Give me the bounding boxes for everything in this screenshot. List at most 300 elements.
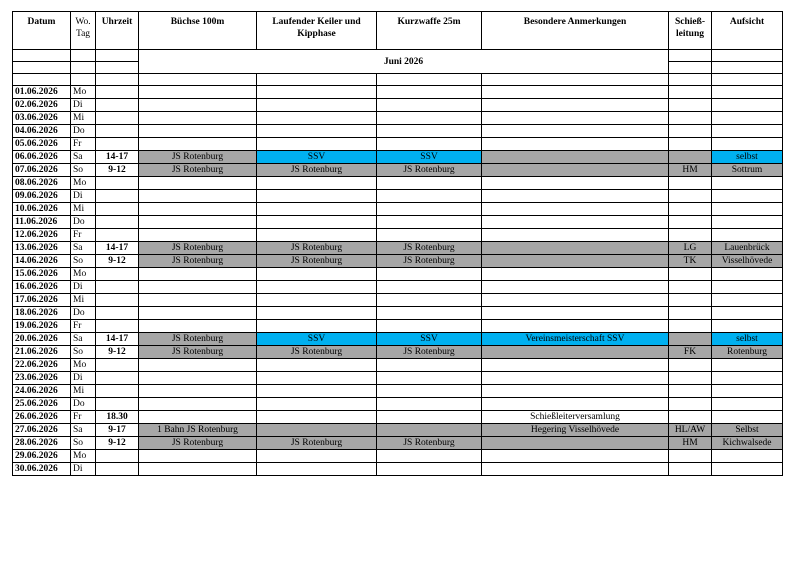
date-cell: 29.06.2026 (13, 450, 71, 463)
buechse-cell (139, 112, 257, 125)
keiler-cell: JS Rotenburg (257, 242, 377, 255)
keiler-cell (257, 125, 377, 138)
keiler-cell (257, 359, 377, 372)
anmerkung-cell: Schießleiterversamlung (482, 411, 669, 424)
day-cell: Mi (71, 385, 96, 398)
date-cell: 04.06.2026 (13, 125, 71, 138)
leitung-cell: HM (669, 164, 712, 177)
aufsicht-cell (712, 99, 783, 112)
time-cell (96, 320, 139, 333)
table-row (13, 437, 783, 450)
anmerkung-cell (482, 177, 669, 190)
anmerkung-cell (482, 320, 669, 333)
day-cell: Do (71, 307, 96, 320)
kurzwaffe-cell (377, 190, 482, 203)
aufsicht-cell (712, 385, 783, 398)
leitung-cell (669, 463, 712, 476)
kurzwaffe-cell: JS Rotenburg (377, 242, 482, 255)
kurzwaffe-cell (377, 177, 482, 190)
leitung-cell (669, 125, 712, 138)
date-cell: 18.06.2026 (13, 307, 71, 320)
spacer-row (13, 74, 783, 86)
kurzwaffe-cell: SSV (377, 333, 482, 346)
leitung-cell: HM (669, 437, 712, 450)
leitung-cell: FK (669, 346, 712, 359)
day-cell: Mo (71, 86, 96, 99)
buechse-cell: JS Rotenburg (139, 333, 257, 346)
table-row (13, 294, 783, 307)
aufsicht-cell: selbst (712, 333, 783, 346)
table-row (13, 86, 783, 99)
table-row (13, 411, 783, 424)
leitung-cell (669, 177, 712, 190)
aufsicht-cell (712, 372, 783, 385)
buechse-cell: JS Rotenburg (139, 151, 257, 164)
keiler-cell (257, 398, 377, 411)
aufsicht-cell (712, 229, 783, 242)
time-cell (96, 203, 139, 216)
leitung-cell (669, 281, 712, 294)
date-cell: 12.06.2026 (13, 229, 71, 242)
col-header-anmerkungen: Besondere Anmerkungen (482, 12, 669, 50)
buechse-cell (139, 463, 257, 476)
buechse-cell (139, 138, 257, 151)
aufsicht-cell: Visselhövede (712, 255, 783, 268)
buechse-cell (139, 359, 257, 372)
kurzwaffe-cell (377, 398, 482, 411)
aufsicht-cell (712, 359, 783, 372)
leitung-cell (669, 112, 712, 125)
date-cell: 15.06.2026 (13, 268, 71, 281)
time-cell (96, 112, 139, 125)
kurzwaffe-cell (377, 281, 482, 294)
buechse-cell (139, 216, 257, 229)
buechse-cell (139, 320, 257, 333)
day-cell: So (71, 255, 96, 268)
date-cell: 14.06.2026 (13, 255, 71, 268)
kurzwaffe-cell: JS Rotenburg (377, 164, 482, 177)
aufsicht-cell: Selbst (712, 424, 783, 437)
leitung-cell (669, 385, 712, 398)
time-cell: 14-17 (96, 151, 139, 164)
col-header-wotag: Wo. Tag (71, 12, 96, 50)
table-row (13, 463, 783, 476)
buechse-cell (139, 372, 257, 385)
time-cell (96, 125, 139, 138)
kurzwaffe-cell (377, 450, 482, 463)
keiler-cell (257, 112, 377, 125)
kurzwaffe-cell (377, 359, 482, 372)
kurzwaffe-cell: JS Rotenburg (377, 437, 482, 450)
anmerkung-cell: Hegering Visselhövede (482, 424, 669, 437)
anmerkung-cell (482, 216, 669, 229)
time-cell (96, 86, 139, 99)
kurzwaffe-cell (377, 86, 482, 99)
anmerkung-cell (482, 307, 669, 320)
table-row (13, 164, 783, 177)
buechse-cell (139, 398, 257, 411)
table-row (13, 112, 783, 125)
day-cell: Mo (71, 268, 96, 281)
date-cell: 13.06.2026 (13, 242, 71, 255)
keiler-cell (257, 372, 377, 385)
keiler-cell (257, 385, 377, 398)
kurzwaffe-cell (377, 268, 482, 281)
day-cell: Mo (71, 177, 96, 190)
table-row (13, 138, 783, 151)
date-cell: 09.06.2026 (13, 190, 71, 203)
aufsicht-cell (712, 125, 783, 138)
day-cell: Di (71, 190, 96, 203)
aufsicht-cell (712, 294, 783, 307)
kurzwaffe-cell (377, 229, 482, 242)
date-cell: 10.06.2026 (13, 203, 71, 216)
date-cell: 16.06.2026 (13, 281, 71, 294)
time-cell: 14-17 (96, 333, 139, 346)
leitung-cell: TK (669, 255, 712, 268)
date-cell: 26.06.2026 (13, 411, 71, 424)
keiler-cell (257, 424, 377, 437)
time-cell: 9-12 (96, 346, 139, 359)
time-cell: 9-17 (96, 424, 139, 437)
kurzwaffe-cell (377, 138, 482, 151)
keiler-cell (257, 203, 377, 216)
anmerkung-cell (482, 346, 669, 359)
aufsicht-cell (712, 190, 783, 203)
day-cell: Fr (71, 229, 96, 242)
day-cell: Di (71, 281, 96, 294)
anmerkung-cell (482, 86, 669, 99)
aufsicht-cell: Rotenburg (712, 346, 783, 359)
kurzwaffe-cell (377, 125, 482, 138)
leitung-cell (669, 99, 712, 112)
buechse-cell (139, 99, 257, 112)
anmerkung-cell (482, 268, 669, 281)
buechse-cell: JS Rotenburg (139, 346, 257, 359)
time-cell (96, 463, 139, 476)
leitung-cell (669, 86, 712, 99)
time-cell (96, 359, 139, 372)
date-cell: 24.06.2026 (13, 385, 71, 398)
buechse-cell: JS Rotenburg (139, 242, 257, 255)
keiler-cell: SSV (257, 151, 377, 164)
aufsicht-cell (712, 320, 783, 333)
anmerkung-cell (482, 398, 669, 411)
anmerkung-cell: Vereinsmeisterschaft SSV (482, 333, 669, 346)
kurzwaffe-cell (377, 99, 482, 112)
time-cell: 9-12 (96, 437, 139, 450)
date-cell: 19.06.2026 (13, 320, 71, 333)
buechse-cell (139, 294, 257, 307)
aufsicht-cell (712, 203, 783, 216)
leitung-cell (669, 268, 712, 281)
keiler-cell (257, 281, 377, 294)
buechse-cell (139, 450, 257, 463)
keiler-cell: JS Rotenburg (257, 164, 377, 177)
leitung-cell (669, 138, 712, 151)
day-cell: Mo (71, 359, 96, 372)
time-cell (96, 372, 139, 385)
time-cell: 9-12 (96, 164, 139, 177)
kurzwaffe-cell: JS Rotenburg (377, 255, 482, 268)
time-cell (96, 229, 139, 242)
buechse-cell (139, 229, 257, 242)
col-header-aufsicht: Aufsicht (712, 12, 783, 50)
time-cell (96, 216, 139, 229)
aufsicht-cell (712, 463, 783, 476)
table-row (13, 424, 783, 437)
day-cell: Mi (71, 203, 96, 216)
time-cell (96, 307, 139, 320)
date-cell: 05.06.2026 (13, 138, 71, 151)
table-row (13, 333, 783, 346)
keiler-cell (257, 411, 377, 424)
table-row (13, 307, 783, 320)
kurzwaffe-cell (377, 307, 482, 320)
col-header-keiler: Laufender Keiler und Kipphase (257, 12, 377, 50)
kurzwaffe-cell (377, 320, 482, 333)
buechse-cell: JS Rotenburg (139, 255, 257, 268)
time-cell: 9-12 (96, 255, 139, 268)
anmerkung-cell (482, 294, 669, 307)
time-cell (96, 99, 139, 112)
day-cell: Fr (71, 138, 96, 151)
buechse-cell (139, 190, 257, 203)
kurzwaffe-cell (377, 372, 482, 385)
keiler-cell (257, 450, 377, 463)
aufsicht-cell (712, 86, 783, 99)
day-cell: Mo (71, 450, 96, 463)
buechse-cell (139, 385, 257, 398)
anmerkung-cell (482, 190, 669, 203)
anmerkung-cell (482, 151, 669, 164)
col-header-kurzwaffe: Kurzwaffe 25m (377, 12, 482, 50)
time-cell: 14-17 (96, 242, 139, 255)
aufsicht-cell (712, 177, 783, 190)
table-row (13, 255, 783, 268)
day-cell: So (71, 164, 96, 177)
kurzwaffe-cell (377, 216, 482, 229)
leitung-cell (669, 307, 712, 320)
day-cell: Do (71, 216, 96, 229)
kurzwaffe-cell (377, 385, 482, 398)
leitung-cell (669, 190, 712, 203)
day-cell: Sa (71, 242, 96, 255)
month-title: Juni 2026 (139, 50, 669, 74)
leitung-cell (669, 450, 712, 463)
date-cell: 11.06.2026 (13, 216, 71, 229)
date-cell: 08.06.2026 (13, 177, 71, 190)
aufsicht-cell (712, 112, 783, 125)
anmerkung-cell (482, 112, 669, 125)
keiler-cell (257, 216, 377, 229)
table-row (13, 99, 783, 112)
anmerkung-cell (482, 437, 669, 450)
col-header-buechse: Büchse 100m (139, 12, 257, 50)
time-cell (96, 177, 139, 190)
keiler-cell (257, 190, 377, 203)
time-cell (96, 268, 139, 281)
anmerkung-cell (482, 242, 669, 255)
date-cell: 25.06.2026 (13, 398, 71, 411)
date-cell: 30.06.2026 (13, 463, 71, 476)
aufsicht-cell (712, 268, 783, 281)
day-cell: Fr (71, 320, 96, 333)
aufsicht-cell (712, 450, 783, 463)
day-cell: Do (71, 398, 96, 411)
day-cell: Sa (71, 424, 96, 437)
keiler-cell (257, 138, 377, 151)
keiler-cell: SSV (257, 333, 377, 346)
keiler-cell (257, 463, 377, 476)
anmerkung-cell (482, 463, 669, 476)
aufsicht-cell: Lauenbrück (712, 242, 783, 255)
time-cell (96, 138, 139, 151)
leitung-cell (669, 333, 712, 346)
time-cell (96, 190, 139, 203)
keiler-cell (257, 307, 377, 320)
table-row (13, 229, 783, 242)
leitung-cell (669, 151, 712, 164)
buechse-cell: 1 Bahn JS Rotenburg (139, 424, 257, 437)
anmerkung-cell (482, 385, 669, 398)
kurzwaffe-cell (377, 112, 482, 125)
spacer-row (13, 50, 783, 62)
anmerkung-cell (482, 359, 669, 372)
buechse-cell (139, 281, 257, 294)
day-cell: So (71, 346, 96, 359)
keiler-cell: JS Rotenburg (257, 346, 377, 359)
day-cell: Mi (71, 112, 96, 125)
table-row (13, 398, 783, 411)
buechse-cell (139, 86, 257, 99)
table-row (13, 346, 783, 359)
col-header-leitung: Schieß-leitung (669, 12, 712, 50)
day-cell: Sa (71, 151, 96, 164)
leitung-cell (669, 203, 712, 216)
date-cell: 21.06.2026 (13, 346, 71, 359)
time-cell (96, 385, 139, 398)
date-cell: 01.06.2026 (13, 86, 71, 99)
leitung-cell (669, 229, 712, 242)
keiler-cell (257, 86, 377, 99)
keiler-cell (257, 320, 377, 333)
anmerkung-cell (482, 203, 669, 216)
aufsicht-cell (712, 398, 783, 411)
aufsicht-cell (712, 138, 783, 151)
kurzwaffe-cell: JS Rotenburg (377, 346, 482, 359)
kurzwaffe-cell (377, 294, 482, 307)
date-cell: 23.06.2026 (13, 372, 71, 385)
table-row (13, 385, 783, 398)
day-cell: Mi (71, 294, 96, 307)
kurzwaffe-cell: SSV (377, 151, 482, 164)
aufsicht-cell (712, 216, 783, 229)
date-cell: 27.06.2026 (13, 424, 71, 437)
time-cell (96, 294, 139, 307)
aufsicht-cell (712, 411, 783, 424)
buechse-cell (139, 268, 257, 281)
col-header-datum: Datum (13, 12, 71, 50)
schedule-table (12, 11, 783, 476)
anmerkung-cell (482, 99, 669, 112)
date-cell: 07.06.2026 (13, 164, 71, 177)
leitung-cell (669, 359, 712, 372)
kurzwaffe-cell (377, 411, 482, 424)
date-cell: 28.06.2026 (13, 437, 71, 450)
anmerkung-cell (482, 138, 669, 151)
anmerkung-cell (482, 372, 669, 385)
table-row (13, 151, 783, 164)
kurzwaffe-cell (377, 463, 482, 476)
date-cell: 02.06.2026 (13, 99, 71, 112)
time-cell (96, 281, 139, 294)
buechse-cell: JS Rotenburg (139, 437, 257, 450)
anmerkung-cell (482, 164, 669, 177)
leitung-cell (669, 320, 712, 333)
day-cell: Di (71, 463, 96, 476)
keiler-cell (257, 177, 377, 190)
leitung-cell (669, 372, 712, 385)
keiler-cell (257, 294, 377, 307)
buechse-cell: JS Rotenburg (139, 164, 257, 177)
header-row (13, 12, 783, 50)
leitung-cell: HL/AW (669, 424, 712, 437)
time-cell (96, 398, 139, 411)
anmerkung-cell (482, 125, 669, 138)
table-row (13, 177, 783, 190)
date-cell: 20.06.2026 (13, 333, 71, 346)
date-cell: 06.06.2026 (13, 151, 71, 164)
aufsicht-cell: Kichwalsede (712, 437, 783, 450)
keiler-cell: JS Rotenburg (257, 437, 377, 450)
day-cell: Di (71, 99, 96, 112)
anmerkung-cell (482, 255, 669, 268)
table-row (13, 359, 783, 372)
table-row (13, 320, 783, 333)
kurzwaffe-cell (377, 203, 482, 216)
time-cell: 18.30 (96, 411, 139, 424)
time-cell (96, 450, 139, 463)
table-row (13, 203, 783, 216)
buechse-cell (139, 203, 257, 216)
table-row (13, 242, 783, 255)
leitung-cell (669, 294, 712, 307)
day-cell: So (71, 437, 96, 450)
keiler-cell (257, 99, 377, 112)
leitung-cell (669, 398, 712, 411)
buechse-cell (139, 177, 257, 190)
keiler-cell (257, 268, 377, 281)
aufsicht-cell: selbst (712, 151, 783, 164)
date-cell: 17.06.2026 (13, 294, 71, 307)
anmerkung-cell (482, 229, 669, 242)
aufsicht-cell (712, 307, 783, 320)
leitung-cell (669, 411, 712, 424)
table-row (13, 268, 783, 281)
table-row (13, 216, 783, 229)
buechse-cell (139, 411, 257, 424)
table-row (13, 450, 783, 463)
keiler-cell: JS Rotenburg (257, 255, 377, 268)
table-row (13, 372, 783, 385)
leitung-cell (669, 216, 712, 229)
aufsicht-cell (712, 281, 783, 294)
kurzwaffe-cell (377, 424, 482, 437)
anmerkung-cell (482, 450, 669, 463)
aufsicht-cell: Sottrum (712, 164, 783, 177)
date-cell: 03.06.2026 (13, 112, 71, 125)
